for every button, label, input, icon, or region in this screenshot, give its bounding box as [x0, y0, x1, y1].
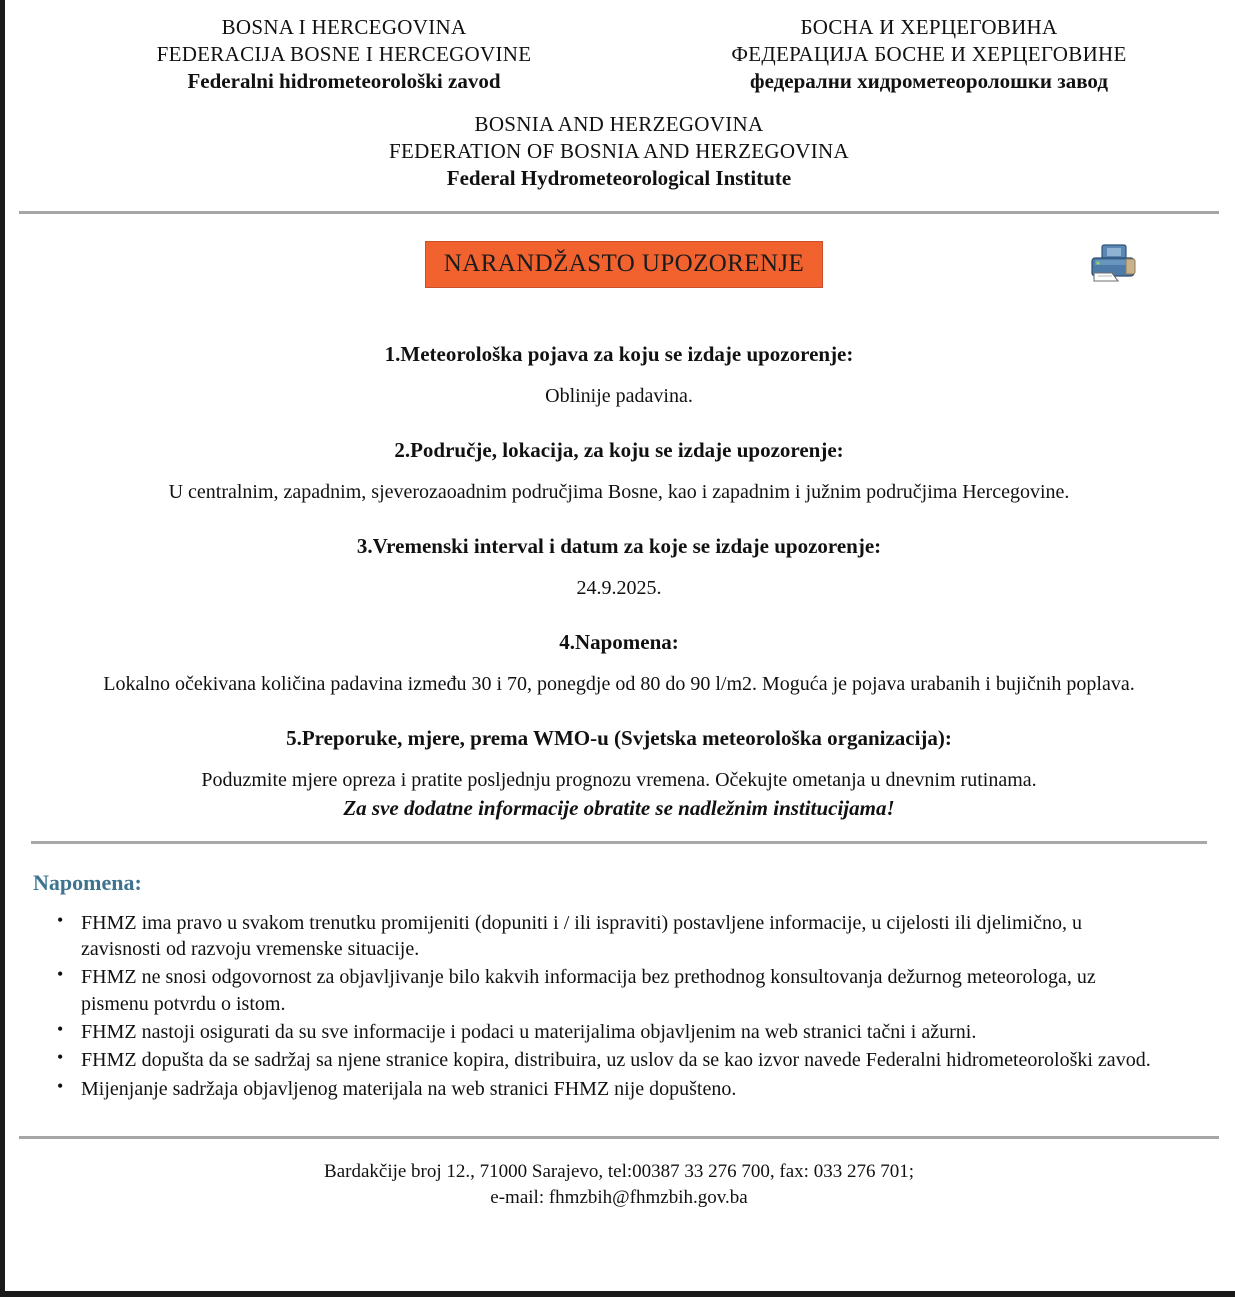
document-body: [5, 0, 1235, 1211]
section-3-title: 3.Vremenski interval i datum za koje se izdaje upozorenje:: [356, 533, 882, 558]
section-4-title: 4.Napomena:: [559, 629, 679, 654]
header-left-line1: BOSNA I HERCEGOVINA: [221, 15, 467, 39]
note-divider: [31, 841, 1207, 844]
section-2-title: 2.Područje, lokacija, za koju se izdaje upozorenje:: [394, 437, 844, 462]
header-center-line1: BOSNIA AND HERZEGOVINA: [474, 111, 764, 136]
warning-banner-row: [19, 234, 1219, 312]
disclaimer-block: [19, 870, 1219, 1103]
header-right-line2: ФЕДЕРАЦИЈА БОСНЕ И ХЕРЦЕГОВИНЕ: [731, 41, 1127, 66]
contact-footer: [19, 1159, 1219, 1210]
list-item: • FHMZ dopušta da se sadržaj sa njene stranice kopira, distribuira, uz uslov da se kao izvor navede Federalni hidrometeorološki zavod.: [77, 1047, 1219, 1073]
disclaimer-list: [19, 910, 1219, 1103]
footer-address: Bardakčije broj 12., 71000 Sarajevo, tel:00387 33 276 700, fax: 033 276 701;: [324, 1161, 914, 1183]
list-item: • FHMZ ima pravo u svakom trenutku promijeniti (dopuniti i / ili ispraviti) postavljene informacije, u cijelosti ili djelimično, u zavisnosti od razvoju vremenske situacije.: [77, 910, 1219, 963]
section-5-body: Poduzmite mjere opreza i pratite posljednju prognozu vremena. Očekujte ometanja u dnevnim rutinama.: [201, 768, 1037, 791]
header-right-line1: БОСНА И ХЕРЦЕГОВИНА: [800, 15, 1058, 39]
section-4-body: Lokalno očekivana količina padavina između 30 i 70, ponegdje od 80 do 90 l/m2. Moguća je pojava urabanih i bujičnih poplava.: [103, 672, 1135, 695]
header-center-line2: FEDERATION OF BOSNIA AND HERZEGOVINA: [389, 138, 849, 163]
section-1-title: 1.Meteorološka pojava za koju se izdaje upozorenje:: [384, 341, 854, 366]
header-center-line3: Federal Hydrometeorological Institute: [446, 166, 792, 191]
list-item: • FHMZ nastoji osigurati da su sve informacije i podaci u materijalima objavljenim na web stranici tačni i ažurni.: [77, 1019, 1219, 1045]
section-5: [19, 726, 1219, 821]
list-item: • Mijenjanje sadržaja objavljenog materijala na web stranici FHMZ nije dopušteno.: [77, 1076, 1219, 1102]
disclaimer-heading: Napomena:: [33, 869, 142, 895]
header-bosnian-latin: [64, 14, 624, 95]
status-badge: NARANDŽASTO UPOZORENJE: [425, 241, 823, 288]
header-bosnian-cyrillic: [694, 14, 1164, 95]
section-2-body: U centralnim, zapadnim, sjeverozaoadnim područjima Bosne, kao i zapadnim i južnim područjima Hercegovine.: [168, 480, 1070, 503]
printer-icon[interactable]: [1087, 240, 1139, 288]
section-3-body: 24.9.2025.: [576, 576, 662, 599]
section-5-title: 5.Preporuke, mjere, prema WMO-u (Svjetska meteorološka organizacija):: [286, 725, 952, 750]
section-2: [19, 438, 1219, 504]
section-5-emphasis: Za sve dodatne informacije obratite se nadležnim institucijama!: [343, 795, 895, 820]
header-left-line2: FEDERACIJA BOSNE I HERCEGOVINE: [156, 41, 532, 66]
footer-divider: [19, 1136, 1219, 1139]
section-1-body: Oblinije padavina.: [545, 384, 693, 407]
header-english: [19, 111, 1219, 193]
section-4: [19, 630, 1219, 696]
header-left-line3: Federalni hidrometeorološki zavod: [187, 68, 501, 93]
list-item: • FHMZ ne snosi odgovornost za objavljivanje bilo kakvih informacija bez prethodnog konsultovanja dežurnog meteorologa, uz pismenu potvrdu o istom.: [77, 964, 1219, 1017]
header-right-line3: федерални хидрометеоролошки завод: [750, 68, 1108, 93]
footer-email[interactable]: e-mail: fhmzbih@fhmzbih.gov.ba: [490, 1186, 748, 1208]
header-divider: [19, 211, 1219, 214]
section-1: [19, 342, 1219, 408]
section-3: [19, 534, 1219, 600]
warning-sections: [19, 342, 1219, 821]
document-header: [19, 0, 1219, 95]
